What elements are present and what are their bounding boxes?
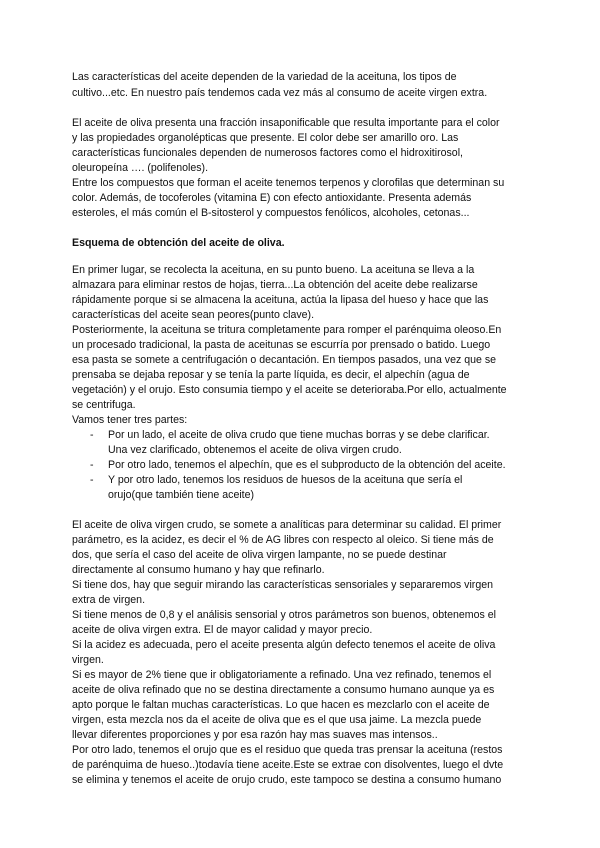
text-line: directamente al consumo humano y hay que refinarlo. [72,564,325,576]
text-line: Si es mayor de 2% tiene que ir obligatoriamente a refinado. Una vez refinado, tenemos el [72,669,492,681]
text-line: almazara para eliminar restos de hojas, tierra...La obtención del aceite debe realizarse [72,279,478,291]
text-line: cultivo...etc. En nuestro país tendemos cada vez más al consumo de aceite virgen extra. [72,87,488,99]
text-line: extra de virgen. [72,594,146,606]
list-item-continuation: orujo(que también tiene aceite) [108,489,255,501]
text-line: virgen. [72,654,104,666]
text-line: vegetación) y el orujo. Esto consumia tiempo y el aceite se deterioraba.Por ello, actualmente [72,384,507,396]
text-line: y las propiedades organolépticas que presente. El color debe ser amarillo oro. Las [72,132,459,144]
text-line: rápidamente porque si se almacena la aceituna, actúa la lipasa del hueso y hace que las [72,294,489,306]
text-line: Si tiene dos, hay que seguir mirando las características sensoriales y separaremos virgen [72,579,494,591]
text-line: se centrifuga. [72,399,136,411]
text-line: características funcionales dependen de numerosos factores como el hidroxitirosol, [72,147,463,159]
text-line: Si la acidez es adecuada, pero el aceite presenta algún defecto tenemos el aceite de oliva [72,639,496,651]
text-line: Si tiene menos de 0,8 y el análisis sensorial y otros parámetros son buenos, obtenemos el [72,609,496,621]
text-line: se elimina y tenemos el aceite de orujo crudo, este tampoco se destina a consumo humano [72,774,502,786]
bullet-marker: - [90,474,94,486]
text-line: esteroles, el más común el B-sitosterol y compuestos fenólicos, alcoholes, cetonas... [72,207,470,219]
text-line: llevar diferentes proporciones y por esa razón hay mas suaves mas intensos.. [72,729,438,741]
text-line: En primer lugar, se recolecta la aceituna, en su punto bueno. La aceituna se lleva a la [72,264,475,276]
text-line: prensaba se dejaba reposar y se tenía la parte líquida, es decir, el alpechín (agua de [72,369,470,381]
text-line: Entre los compuestos que forman el aceite tenemos terpenos y clorofilas que determinan su [72,177,505,189]
text-line: dos, que sería el caso del aceite de oliva virgen lampante, no se puede destinar [72,549,447,561]
text-line: apto porque le faltan muchas características. Lo que hacen es mezclarlo con el aceite de [72,699,490,711]
section-heading: Esquema de obtención del aceite de oliva. [72,237,285,249]
list-item: Por un lado, el aceite de oliva crudo que tiene muchas borras y se debe clarificar. [108,429,490,441]
list-item: Por otro lado, tenemos el alpechín, que es el subproducto de la obtención del aceite. [108,459,506,471]
text-line: El aceite de oliva virgen crudo, se somete a analíticas para determinar su calidad. El primer [72,519,502,531]
text-line: El aceite de oliva presenta una fracción insaponificable que resulta importante para el color [72,117,500,129]
list-item: Y por otro lado, tenemos los residuos de huesos de la aceituna que sería el [108,474,463,486]
text-line: Por otro lado, tenemos el orujo que es el residuo que queda tras prensar la aceituna (restos [72,744,503,756]
text-line: aceite de oliva virgen extra. El de mayor calidad y mayor precio. [72,624,373,636]
text-line: características del aceite sean peores(punto clave). [72,309,315,321]
text-line: color. Además, de tocoferoles (vitamina E) con efecto antioxidante. Presenta además [72,192,472,204]
text-line: aceite de oliva refinado que no se destina directamente a consumo humano aunque ya es [72,684,495,696]
text-line: Las características del aceite dependen de la variedad de la aceituna, los tipos de [72,71,457,83]
text-line: un procesado tradicional, la pasta de aceitunas se escurría por prensado o batido. Luego [72,339,491,351]
text-line: Posteriormente, la aceituna se tritura completamente para romper el parénquima oleoso.En [72,324,502,336]
text-line: de parénquima de hueso..)todavía tiene aceite.Este se extrae con disolventes, luego el dvte [72,759,504,771]
text-line: parámetro, es la acidez, es decir el % de AG libres con respecto al oleico. Si tiene más de [72,534,494,546]
text-line: virgen, esta mezcla nos da el aceite de oliva que es el que usa jaime. La mezcla puede [72,714,482,726]
text-line: esa pasta se somete a centrifugación o decantación. En tiempos pasados, una vez que se [72,354,497,366]
bullet-marker: - [90,429,94,441]
text-line: oleuropeína …. (polifenoles). [72,162,209,174]
text-line: Vamos tener tres partes: [72,414,188,426]
list-item-continuation: Una vez clarificado, obtenemos el aceite de oliva virgen crudo. [108,444,402,456]
bullet-marker: - [90,459,94,471]
